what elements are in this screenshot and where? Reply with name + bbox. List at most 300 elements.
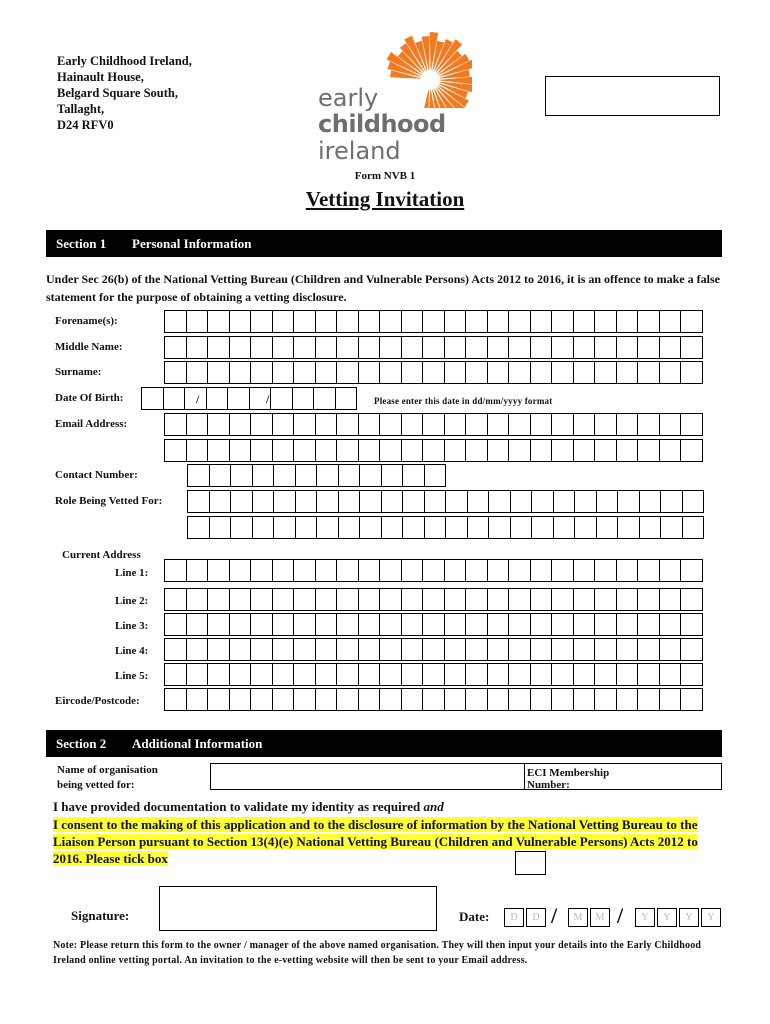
char-cell[interactable] bbox=[207, 439, 230, 462]
char-cell[interactable] bbox=[508, 559, 531, 582]
char-cell[interactable] bbox=[209, 516, 232, 539]
char-cell[interactable] bbox=[272, 439, 295, 462]
char-cell[interactable] bbox=[336, 688, 359, 711]
char-cell[interactable] bbox=[293, 413, 316, 436]
char-cell[interactable] bbox=[531, 490, 554, 513]
char-cell[interactable] bbox=[422, 336, 445, 359]
char-cell[interactable] bbox=[315, 613, 338, 636]
char-cell[interactable] bbox=[316, 490, 339, 513]
char-cell[interactable] bbox=[164, 559, 187, 582]
char-cell[interactable] bbox=[551, 361, 574, 384]
char-cell[interactable] bbox=[250, 638, 273, 661]
char-cell[interactable] bbox=[401, 310, 424, 333]
char-cell[interactable] bbox=[465, 310, 488, 333]
char-cell[interactable] bbox=[444, 688, 467, 711]
char-cell[interactable] bbox=[444, 638, 467, 661]
char-cell[interactable] bbox=[186, 310, 209, 333]
char-cell[interactable] bbox=[207, 310, 230, 333]
char-cell[interactable] bbox=[315, 559, 338, 582]
char-cell[interactable] bbox=[659, 559, 682, 582]
char-cell[interactable] bbox=[164, 663, 187, 686]
char-cell[interactable] bbox=[186, 413, 209, 436]
char-cell[interactable] bbox=[594, 688, 617, 711]
char-cell[interactable] bbox=[336, 413, 359, 436]
char-cell[interactable] bbox=[573, 439, 596, 462]
char-cell[interactable] bbox=[680, 559, 703, 582]
char-cell[interactable] bbox=[573, 613, 596, 636]
char-cell[interactable] bbox=[379, 310, 402, 333]
char-cell[interactable] bbox=[530, 638, 553, 661]
char-cell[interactable] bbox=[508, 310, 531, 333]
char-cell[interactable] bbox=[315, 663, 338, 686]
char-cell[interactable] bbox=[616, 559, 639, 582]
char-cell[interactable] bbox=[272, 336, 295, 359]
char-cell[interactable] bbox=[444, 361, 467, 384]
char-cell[interactable] bbox=[250, 559, 273, 582]
char-cell[interactable] bbox=[272, 588, 295, 611]
char-cell[interactable] bbox=[594, 361, 617, 384]
char-cell[interactable] bbox=[487, 310, 510, 333]
char-cell[interactable] bbox=[315, 413, 338, 436]
char-cell[interactable] bbox=[616, 663, 639, 686]
char-cell[interactable] bbox=[315, 688, 338, 711]
address-line-1-grid[interactable] bbox=[164, 559, 702, 582]
char-cell[interactable] bbox=[530, 361, 553, 384]
char-cell[interactable] bbox=[163, 387, 186, 410]
char-cell[interactable] bbox=[336, 310, 359, 333]
char-cell[interactable] bbox=[402, 490, 425, 513]
char-cell[interactable] bbox=[401, 336, 424, 359]
char-cell[interactable] bbox=[594, 310, 617, 333]
char-cell[interactable] bbox=[250, 336, 273, 359]
char-cell[interactable] bbox=[510, 516, 533, 539]
char-cell[interactable] bbox=[680, 688, 703, 711]
char-cell[interactable] bbox=[229, 361, 252, 384]
char-cell[interactable] bbox=[573, 336, 596, 359]
char-cell[interactable] bbox=[510, 490, 533, 513]
char-cell[interactable] bbox=[229, 663, 252, 686]
char-cell[interactable] bbox=[164, 638, 187, 661]
char-cell[interactable] bbox=[487, 638, 510, 661]
char-cell[interactable] bbox=[574, 490, 597, 513]
char-cell[interactable] bbox=[186, 588, 209, 611]
char-cell[interactable] bbox=[616, 613, 639, 636]
date-month-fields[interactable] bbox=[568, 908, 612, 927]
char-cell[interactable] bbox=[551, 310, 574, 333]
char-cell[interactable] bbox=[682, 490, 705, 513]
char-cell[interactable] bbox=[465, 588, 488, 611]
char-cell[interactable] bbox=[335, 387, 358, 410]
char-cell[interactable] bbox=[401, 663, 424, 686]
char-cell[interactable] bbox=[465, 638, 488, 661]
char-cell[interactable] bbox=[402, 516, 425, 539]
char-cell[interactable] bbox=[164, 413, 187, 436]
char-cell[interactable] bbox=[422, 688, 445, 711]
char-cell[interactable] bbox=[594, 588, 617, 611]
char-cell[interactable] bbox=[680, 310, 703, 333]
char-cell[interactable] bbox=[272, 413, 295, 436]
char-cell[interactable] bbox=[358, 439, 381, 462]
char-cell[interactable] bbox=[530, 688, 553, 711]
date-year-cell[interactable]: Y bbox=[657, 908, 677, 927]
char-cell[interactable] bbox=[680, 588, 703, 611]
char-cell[interactable] bbox=[594, 663, 617, 686]
char-cell[interactable] bbox=[508, 663, 531, 686]
char-cell[interactable] bbox=[402, 464, 425, 487]
char-cell[interactable] bbox=[250, 613, 273, 636]
char-cell[interactable] bbox=[445, 516, 468, 539]
date-day-fields[interactable] bbox=[504, 908, 548, 927]
char-cell[interactable] bbox=[186, 663, 209, 686]
char-cell[interactable] bbox=[379, 688, 402, 711]
char-cell[interactable] bbox=[508, 361, 531, 384]
char-cell[interactable] bbox=[229, 613, 252, 636]
char-cell[interactable] bbox=[401, 613, 424, 636]
char-cell[interactable] bbox=[574, 516, 597, 539]
char-cell[interactable] bbox=[207, 559, 230, 582]
char-cell[interactable] bbox=[465, 361, 488, 384]
char-cell[interactable] bbox=[467, 516, 490, 539]
char-cell[interactable] bbox=[637, 559, 660, 582]
char-cell[interactable] bbox=[487, 613, 510, 636]
char-cell[interactable] bbox=[660, 516, 683, 539]
email-grid-row-1[interactable] bbox=[164, 413, 702, 436]
char-cell[interactable] bbox=[616, 361, 639, 384]
char-cell[interactable] bbox=[230, 490, 253, 513]
char-cell[interactable] bbox=[186, 559, 209, 582]
char-cell[interactable] bbox=[358, 310, 381, 333]
char-cell[interactable] bbox=[379, 638, 402, 661]
char-cell[interactable] bbox=[187, 490, 210, 513]
char-cell[interactable] bbox=[229, 559, 252, 582]
char-cell[interactable] bbox=[444, 663, 467, 686]
char-cell[interactable] bbox=[594, 638, 617, 661]
char-cell[interactable] bbox=[209, 464, 232, 487]
char-cell[interactable] bbox=[186, 613, 209, 636]
char-cell[interactable] bbox=[358, 688, 381, 711]
char-cell[interactable] bbox=[551, 413, 574, 436]
char-cell[interactable] bbox=[444, 310, 467, 333]
char-cell[interactable] bbox=[444, 559, 467, 582]
char-cell[interactable] bbox=[141, 387, 164, 410]
char-cell[interactable] bbox=[336, 439, 359, 462]
char-cell[interactable] bbox=[272, 559, 295, 582]
char-cell[interactable] bbox=[358, 638, 381, 661]
char-cell[interactable] bbox=[637, 413, 660, 436]
char-cell[interactable] bbox=[594, 439, 617, 462]
char-cell[interactable] bbox=[293, 439, 316, 462]
char-cell[interactable] bbox=[465, 559, 488, 582]
char-cell[interactable] bbox=[272, 688, 295, 711]
date-year-cell[interactable]: Y bbox=[635, 908, 655, 927]
role-grid-row-2[interactable] bbox=[187, 516, 703, 539]
char-cell[interactable] bbox=[422, 310, 445, 333]
char-cell[interactable] bbox=[272, 361, 295, 384]
char-cell[interactable] bbox=[315, 336, 338, 359]
char-cell[interactable] bbox=[315, 588, 338, 611]
char-cell[interactable] bbox=[422, 361, 445, 384]
char-cell[interactable] bbox=[207, 336, 230, 359]
char-cell[interactable] bbox=[250, 439, 273, 462]
char-cell[interactable] bbox=[530, 310, 553, 333]
char-cell[interactable] bbox=[422, 663, 445, 686]
char-cell[interactable] bbox=[164, 588, 187, 611]
char-cell[interactable] bbox=[293, 663, 316, 686]
char-cell[interactable] bbox=[553, 516, 576, 539]
char-cell[interactable] bbox=[637, 588, 660, 611]
organisation-name-input[interactable] bbox=[211, 764, 523, 789]
char-cell[interactable] bbox=[465, 336, 488, 359]
char-cell[interactable] bbox=[508, 413, 531, 436]
char-cell[interactable] bbox=[444, 588, 467, 611]
date-year-cell[interactable]: Y bbox=[701, 908, 721, 927]
char-cell[interactable] bbox=[358, 613, 381, 636]
char-cell[interactable] bbox=[616, 336, 639, 359]
signature-box[interactable] bbox=[159, 886, 437, 931]
char-cell[interactable] bbox=[659, 688, 682, 711]
char-cell[interactable] bbox=[186, 361, 209, 384]
char-cell[interactable] bbox=[293, 588, 316, 611]
char-cell[interactable] bbox=[186, 638, 209, 661]
char-cell[interactable] bbox=[358, 559, 381, 582]
char-cell[interactable] bbox=[551, 663, 574, 686]
char-cell[interactable] bbox=[530, 588, 553, 611]
char-cell[interactable] bbox=[659, 413, 682, 436]
char-cell[interactable] bbox=[293, 613, 316, 636]
char-cell[interactable] bbox=[313, 387, 336, 410]
char-cell[interactable] bbox=[401, 559, 424, 582]
char-cell[interactable] bbox=[573, 361, 596, 384]
char-cell[interactable] bbox=[424, 516, 447, 539]
char-cell[interactable] bbox=[617, 490, 640, 513]
char-cell[interactable] bbox=[553, 490, 576, 513]
char-cell[interactable] bbox=[465, 663, 488, 686]
char-cell[interactable] bbox=[487, 361, 510, 384]
char-cell[interactable] bbox=[207, 361, 230, 384]
date-month-cell[interactable]: M bbox=[590, 908, 610, 927]
char-cell[interactable] bbox=[207, 613, 230, 636]
char-cell[interactable] bbox=[379, 663, 402, 686]
char-cell[interactable] bbox=[164, 361, 187, 384]
char-cell[interactable] bbox=[336, 663, 359, 686]
char-cell[interactable] bbox=[551, 336, 574, 359]
char-cell[interactable] bbox=[358, 413, 381, 436]
char-cell[interactable] bbox=[637, 613, 660, 636]
char-cell[interactable] bbox=[508, 688, 531, 711]
char-cell[interactable] bbox=[508, 439, 531, 462]
char-cell[interactable] bbox=[401, 413, 424, 436]
char-cell[interactable] bbox=[401, 588, 424, 611]
char-cell[interactable] bbox=[680, 663, 703, 686]
date-day-cell[interactable]: D bbox=[504, 908, 524, 927]
char-cell[interactable] bbox=[229, 638, 252, 661]
char-cell[interactable] bbox=[293, 688, 316, 711]
char-cell[interactable] bbox=[207, 588, 230, 611]
char-cell[interactable] bbox=[272, 663, 295, 686]
char-cell[interactable] bbox=[295, 464, 318, 487]
date-day-cell[interactable]: D bbox=[526, 908, 546, 927]
char-cell[interactable] bbox=[186, 336, 209, 359]
char-cell[interactable] bbox=[659, 361, 682, 384]
char-cell[interactable] bbox=[530, 439, 553, 462]
char-cell[interactable] bbox=[551, 439, 574, 462]
char-cell[interactable] bbox=[295, 516, 318, 539]
char-cell[interactable] bbox=[530, 663, 553, 686]
char-cell[interactable] bbox=[444, 413, 467, 436]
char-cell[interactable] bbox=[616, 588, 639, 611]
char-cell[interactable] bbox=[659, 613, 682, 636]
char-cell[interactable] bbox=[358, 663, 381, 686]
date-year-fields[interactable] bbox=[635, 908, 723, 927]
middle-name-grid[interactable] bbox=[164, 336, 702, 359]
char-cell[interactable] bbox=[206, 387, 229, 410]
char-cell[interactable] bbox=[445, 490, 468, 513]
char-cell[interactable] bbox=[272, 613, 295, 636]
char-cell[interactable] bbox=[444, 439, 467, 462]
char-cell[interactable] bbox=[164, 613, 187, 636]
char-cell[interactable] bbox=[379, 413, 402, 436]
char-cell[interactable] bbox=[270, 387, 293, 410]
address-line-2-grid[interactable] bbox=[164, 588, 702, 611]
char-cell[interactable] bbox=[488, 490, 511, 513]
char-cell[interactable] bbox=[252, 464, 275, 487]
char-cell[interactable] bbox=[659, 336, 682, 359]
char-cell[interactable] bbox=[508, 613, 531, 636]
char-cell[interactable] bbox=[379, 439, 402, 462]
char-cell[interactable] bbox=[315, 361, 338, 384]
char-cell[interactable] bbox=[465, 439, 488, 462]
char-cell[interactable] bbox=[229, 439, 252, 462]
char-cell[interactable] bbox=[637, 336, 660, 359]
char-cell[interactable] bbox=[487, 663, 510, 686]
char-cell[interactable] bbox=[573, 638, 596, 661]
char-cell[interactable] bbox=[336, 613, 359, 636]
char-cell[interactable] bbox=[358, 336, 381, 359]
char-cell[interactable] bbox=[530, 559, 553, 582]
char-cell[interactable] bbox=[187, 464, 210, 487]
char-cell[interactable] bbox=[573, 413, 596, 436]
dob-grid[interactable] bbox=[141, 387, 356, 410]
char-cell[interactable] bbox=[293, 361, 316, 384]
char-cell[interactable] bbox=[359, 490, 382, 513]
char-cell[interactable] bbox=[637, 638, 660, 661]
char-cell[interactable] bbox=[379, 559, 402, 582]
role-grid-row-1[interactable] bbox=[187, 490, 703, 513]
char-cell[interactable] bbox=[508, 336, 531, 359]
char-cell[interactable] bbox=[336, 336, 359, 359]
char-cell[interactable] bbox=[250, 588, 273, 611]
char-cell[interactable] bbox=[250, 310, 273, 333]
char-cell[interactable] bbox=[530, 613, 553, 636]
char-cell[interactable] bbox=[594, 559, 617, 582]
char-cell[interactable] bbox=[293, 638, 316, 661]
char-cell[interactable] bbox=[422, 613, 445, 636]
char-cell[interactable] bbox=[186, 688, 209, 711]
char-cell[interactable] bbox=[616, 310, 639, 333]
char-cell[interactable] bbox=[381, 516, 404, 539]
char-cell[interactable] bbox=[315, 310, 338, 333]
char-cell[interactable] bbox=[680, 638, 703, 661]
eircode-grid[interactable] bbox=[164, 688, 702, 711]
char-cell[interactable] bbox=[295, 490, 318, 513]
char-cell[interactable] bbox=[573, 559, 596, 582]
char-cell[interactable] bbox=[487, 688, 510, 711]
char-cell[interactable] bbox=[551, 613, 574, 636]
char-cell[interactable] bbox=[293, 559, 316, 582]
char-cell[interactable] bbox=[573, 663, 596, 686]
char-cell[interactable] bbox=[616, 638, 639, 661]
char-cell[interactable] bbox=[227, 387, 250, 410]
office-use-box[interactable] bbox=[545, 76, 720, 116]
char-cell[interactable] bbox=[336, 588, 359, 611]
char-cell[interactable] bbox=[252, 516, 275, 539]
char-cell[interactable] bbox=[659, 439, 682, 462]
char-cell[interactable] bbox=[487, 439, 510, 462]
char-cell[interactable] bbox=[444, 336, 467, 359]
char-cell[interactable] bbox=[508, 638, 531, 661]
char-cell[interactable] bbox=[594, 336, 617, 359]
char-cell[interactable] bbox=[573, 310, 596, 333]
char-cell[interactable] bbox=[680, 439, 703, 462]
address-line-3-grid[interactable] bbox=[164, 613, 702, 636]
surname-grid[interactable] bbox=[164, 361, 702, 384]
char-cell[interactable] bbox=[207, 638, 230, 661]
date-year-cell[interactable]: Y bbox=[679, 908, 699, 927]
char-cell[interactable] bbox=[252, 490, 275, 513]
char-cell[interactable] bbox=[229, 336, 252, 359]
char-cell[interactable] bbox=[401, 688, 424, 711]
char-cell[interactable] bbox=[164, 439, 187, 462]
char-cell[interactable] bbox=[422, 559, 445, 582]
char-cell[interactable] bbox=[639, 516, 662, 539]
char-cell[interactable] bbox=[164, 688, 187, 711]
char-cell[interactable] bbox=[424, 464, 447, 487]
char-cell[interactable] bbox=[637, 361, 660, 384]
char-cell[interactable] bbox=[293, 310, 316, 333]
char-cell[interactable] bbox=[272, 638, 295, 661]
char-cell[interactable] bbox=[465, 413, 488, 436]
char-cell[interactable] bbox=[186, 439, 209, 462]
char-cell[interactable] bbox=[379, 336, 402, 359]
char-cell[interactable] bbox=[336, 361, 359, 384]
char-cell[interactable] bbox=[207, 413, 230, 436]
char-cell[interactable] bbox=[637, 663, 660, 686]
char-cell[interactable] bbox=[530, 413, 553, 436]
char-cell[interactable] bbox=[316, 464, 339, 487]
address-line-4-grid[interactable] bbox=[164, 638, 702, 661]
char-cell[interactable] bbox=[315, 439, 338, 462]
char-cell[interactable] bbox=[422, 439, 445, 462]
char-cell[interactable] bbox=[487, 559, 510, 582]
char-cell[interactable] bbox=[422, 413, 445, 436]
char-cell[interactable] bbox=[659, 310, 682, 333]
char-cell[interactable] bbox=[359, 464, 382, 487]
char-cell[interactable] bbox=[358, 361, 381, 384]
char-cell[interactable] bbox=[229, 413, 252, 436]
char-cell[interactable] bbox=[487, 336, 510, 359]
char-cell[interactable] bbox=[659, 663, 682, 686]
char-cell[interactable] bbox=[164, 310, 187, 333]
char-cell[interactable] bbox=[639, 490, 662, 513]
char-cell[interactable] bbox=[379, 613, 402, 636]
char-cell[interactable] bbox=[680, 613, 703, 636]
char-cell[interactable] bbox=[401, 638, 424, 661]
address-line-5-grid[interactable] bbox=[164, 663, 702, 686]
char-cell[interactable] bbox=[659, 638, 682, 661]
char-cell[interactable] bbox=[467, 490, 490, 513]
char-cell[interactable] bbox=[293, 336, 316, 359]
char-cell[interactable] bbox=[273, 490, 296, 513]
